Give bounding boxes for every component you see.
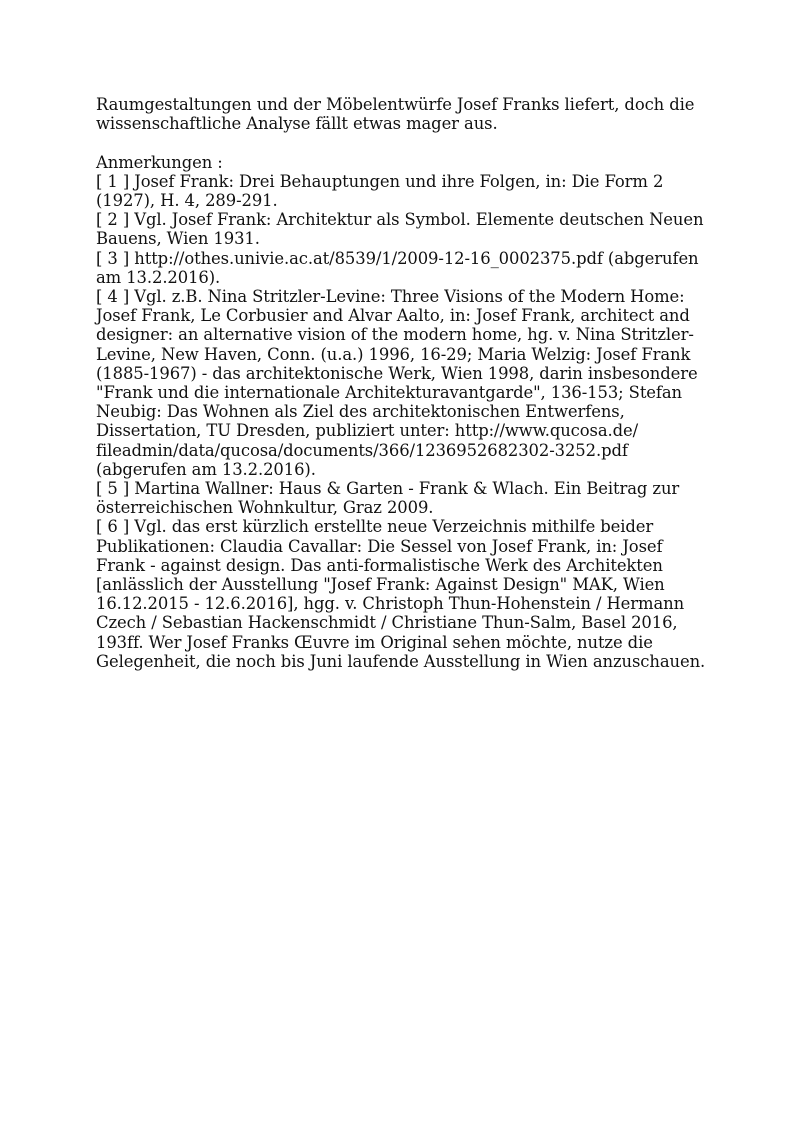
note-item-3: [ 3 ] http://othes.univie.ac.at/8539/1/2009-12-16_0002375.pdf (abgerufen am 13.2.2016).	[96, 248, 699, 287]
paragraph-spacer	[96, 133, 716, 152]
document-page	[96, 95, 716, 671]
note-item-4: [ 4 ] Vgl. z.B. Nina Stritzler-Levine: Three Visions of the Modern Home: Josef Frank, Le Corbusier and Alvar Aalto, in: Josef Frank, architect and designer: an alternative vision of the modern home, hg. v. Nina Stritzler-Levine, New Haven, Conn. (u.a.) 1996, 16-29; Maria Welzig: Josef Frank (1885-1967) - das architektonische Werk, Wien 1998, darin insbesondere "Frank und die internationale Architekturavantgarde", 136-153; Stefan Neubig: Das Wohnen als Ziel des architektonischen Entwerfens, Dissertation, TU Dresden, publiziert unter: http://www.qucosa.de/ fileadmin/data/qucosa/documents/366/1236952682302-3252.pdf (abgerufen am 13.2.2016).	[96, 287, 698, 479]
intro-paragraph: Raumgestaltungen und der Möbelentwürfe Josef Franks liefert, doch die wissenschaftliche Analyse fällt etwas mager aus.	[96, 95, 695, 134]
note-item-1: [ 1 ] Josef Frank: Drei Behauptungen und ihre Folgen, in: Die Form 2 (1927), H. 4, 289-291.	[96, 171, 664, 210]
note-item-6: [ 6 ] Vgl. das erst kürzlich erstellte neue Verzeichnis mithilfe beider Publikationen: Claudia Cavallar: Die Sessel von Josef Frank, in: Josef Frank - against design. Das anti-formalistische Werk des Architekten [anlässlich der Ausstellung "Josef Frank: Against Design" MAK, Wien 16.12.2015 - 12.6.2016], hgg. v. Christoph Thun-Hohenstein / Hermann Czech / Sebastian Hackenschmidt / Christiane Thun-Salm, Basel 2016, 193ff. Wer Josef Franks Œuvre im Original sehen möchte, nutze die Gelegenheit, die noch bis Juni laufende Ausstellung in Wien anzuschauen.	[96, 517, 706, 671]
note-item-5: [ 5 ] Martina Wallner: Haus & Garten - Frank & Wlach. Ein Beitrag zur österreichischen Wohnkultur, Graz 2009.	[96, 479, 680, 518]
notes-heading: Anmerkungen :	[96, 152, 223, 172]
note-item-2: [ 2 ] Vgl. Josef Frank: Architektur als Symbol. Elemente deutschen Neuen Bauens, Wien 1931.	[96, 210, 704, 249]
